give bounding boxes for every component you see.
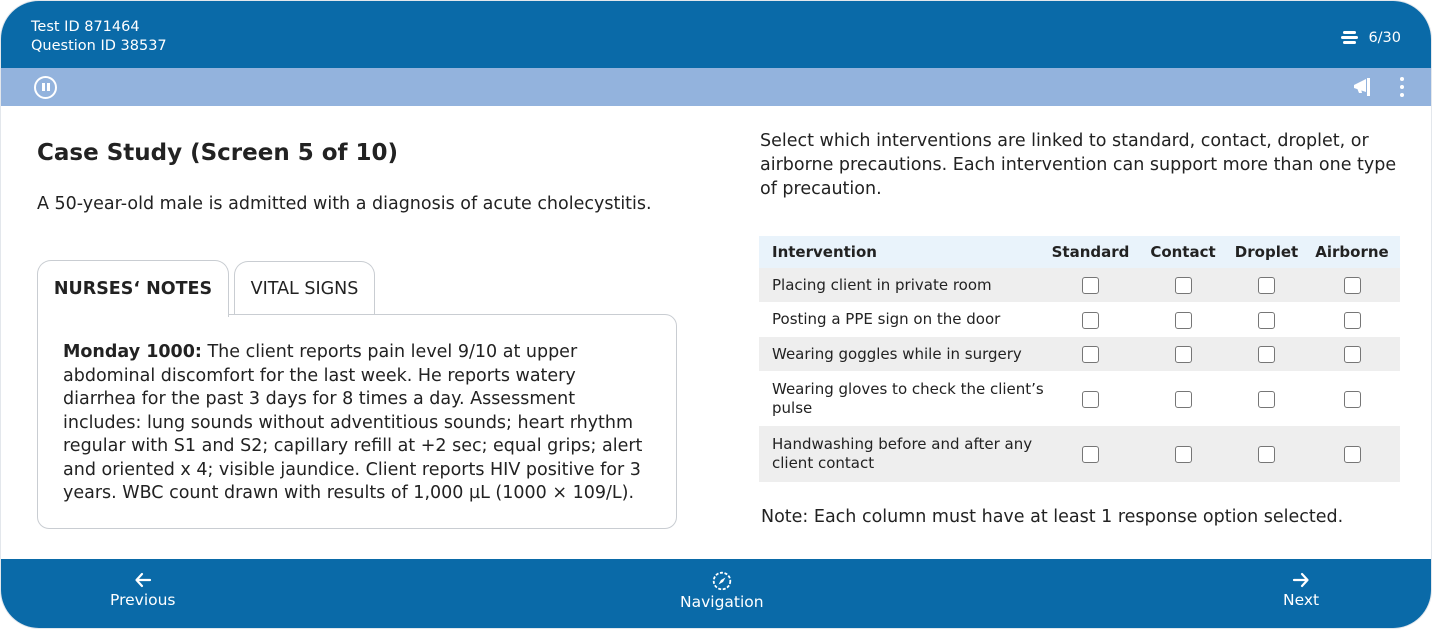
column-header-droplet: Droplet xyxy=(1229,236,1304,268)
intervention-label: Wearing goggles while in surgery xyxy=(759,337,1044,371)
intervention-label: Wearing gloves to check the client’s pulse xyxy=(759,371,1044,426)
checkbox-droplet[interactable] xyxy=(1258,346,1275,363)
navigation-label: Navigation xyxy=(680,593,764,611)
table-row xyxy=(759,302,1400,337)
checkbox-standard[interactable] xyxy=(1082,391,1099,408)
question-stack-icon xyxy=(1341,31,1358,45)
checkbox-standard[interactable] xyxy=(1082,346,1099,363)
exam-ids xyxy=(31,18,167,56)
intervention-label: Handwashing before and after any client contact xyxy=(759,426,1044,482)
next-label: Next xyxy=(1283,591,1320,609)
checkbox-standard[interactable] xyxy=(1082,312,1099,329)
pause-icon[interactable] xyxy=(34,76,57,99)
exam-header xyxy=(1,1,1431,68)
intervention-label: Placing client in private room xyxy=(759,268,1044,302)
table-row xyxy=(759,426,1400,482)
question-id: Question ID 38537 xyxy=(31,38,167,54)
table-row xyxy=(759,337,1400,371)
more-vertical-icon[interactable] xyxy=(1397,77,1407,97)
column-header-airborne: Airborne xyxy=(1304,236,1400,268)
matrix-header-row xyxy=(759,236,1400,268)
test-id: Test ID 871464 xyxy=(31,19,140,35)
exam-footer xyxy=(1,559,1431,628)
checkbox-droplet[interactable] xyxy=(1258,277,1275,294)
precautions-matrix xyxy=(759,236,1400,482)
tab-nurses-notes[interactable]: NURSES‘ NOTES xyxy=(37,260,229,317)
notes-heading: Monday 1000: xyxy=(63,342,202,362)
previous-label: Previous xyxy=(110,591,176,609)
question-counter xyxy=(1341,30,1401,46)
case-intro: A 50-year-old male is admitted with a diagnosis of acute cholecystitis. xyxy=(37,194,652,214)
arrow-left-icon xyxy=(134,571,152,589)
selection-note: Note: Each column must have at least 1 response option selected. xyxy=(761,507,1344,527)
case-title: Case Study (Screen 5 of 10) xyxy=(37,140,399,166)
exam-window xyxy=(1,1,1431,628)
checkbox-airborne[interactable] xyxy=(1344,446,1361,463)
notes-body: The client reports pain level 9/10 at upper abdominal discomfort for the last week. He reports watery diarrhea for the past 3 days for 8 times a day. Assessment includes: lung sounds without adventitious sounds; heart rhythm regular with S1 and S2; capillary refill at +2 sec; equal grips; alert and oriented x 4; visible jaundice. Client reports HIV positive for 3 years. WBC count drawn with results of 1,000 µL (1000 × 109/L). xyxy=(63,342,643,503)
question-progress: 6/30 xyxy=(1368,30,1401,46)
checkbox-droplet[interactable] xyxy=(1258,391,1275,408)
intervention-label: Posting a PPE sign on the door xyxy=(759,302,1044,337)
exam-toolbar xyxy=(1,68,1431,106)
compass-icon xyxy=(712,571,732,591)
nurses-notes-panel xyxy=(37,314,677,529)
checkbox-airborne[interactable] xyxy=(1344,391,1361,408)
arrow-right-icon xyxy=(1292,571,1310,589)
previous-button[interactable] xyxy=(110,571,176,609)
navigation-button[interactable] xyxy=(680,571,764,611)
table-row xyxy=(759,268,1400,302)
checkbox-airborne[interactable] xyxy=(1344,346,1361,363)
column-header-intervention: Intervention xyxy=(759,236,1044,268)
column-header-contact: Contact xyxy=(1137,236,1229,268)
checkbox-contact[interactable] xyxy=(1175,312,1192,329)
checkbox-droplet[interactable] xyxy=(1258,312,1275,329)
checkbox-standard[interactable] xyxy=(1082,277,1099,294)
checkbox-standard[interactable] xyxy=(1082,446,1099,463)
tab-vital-signs[interactable]: VITAL SIGNS xyxy=(234,261,375,315)
table-row xyxy=(759,371,1400,426)
checkbox-droplet[interactable] xyxy=(1258,446,1275,463)
flag-icon[interactable] xyxy=(1352,76,1376,98)
checkbox-airborne[interactable] xyxy=(1344,312,1361,329)
checkbox-airborne[interactable] xyxy=(1344,277,1361,294)
checkbox-contact[interactable] xyxy=(1175,277,1192,294)
checkbox-contact[interactable] xyxy=(1175,446,1192,463)
checkbox-contact[interactable] xyxy=(1175,391,1192,408)
next-button[interactable] xyxy=(1283,571,1319,609)
column-header-standard: Standard xyxy=(1044,236,1137,268)
question-instructions: Select which interventions are linked to standard, contact, droplet, or airborne precautions. Each intervention can support more than one type of precaution. xyxy=(760,131,1397,199)
checkbox-contact[interactable] xyxy=(1175,346,1192,363)
